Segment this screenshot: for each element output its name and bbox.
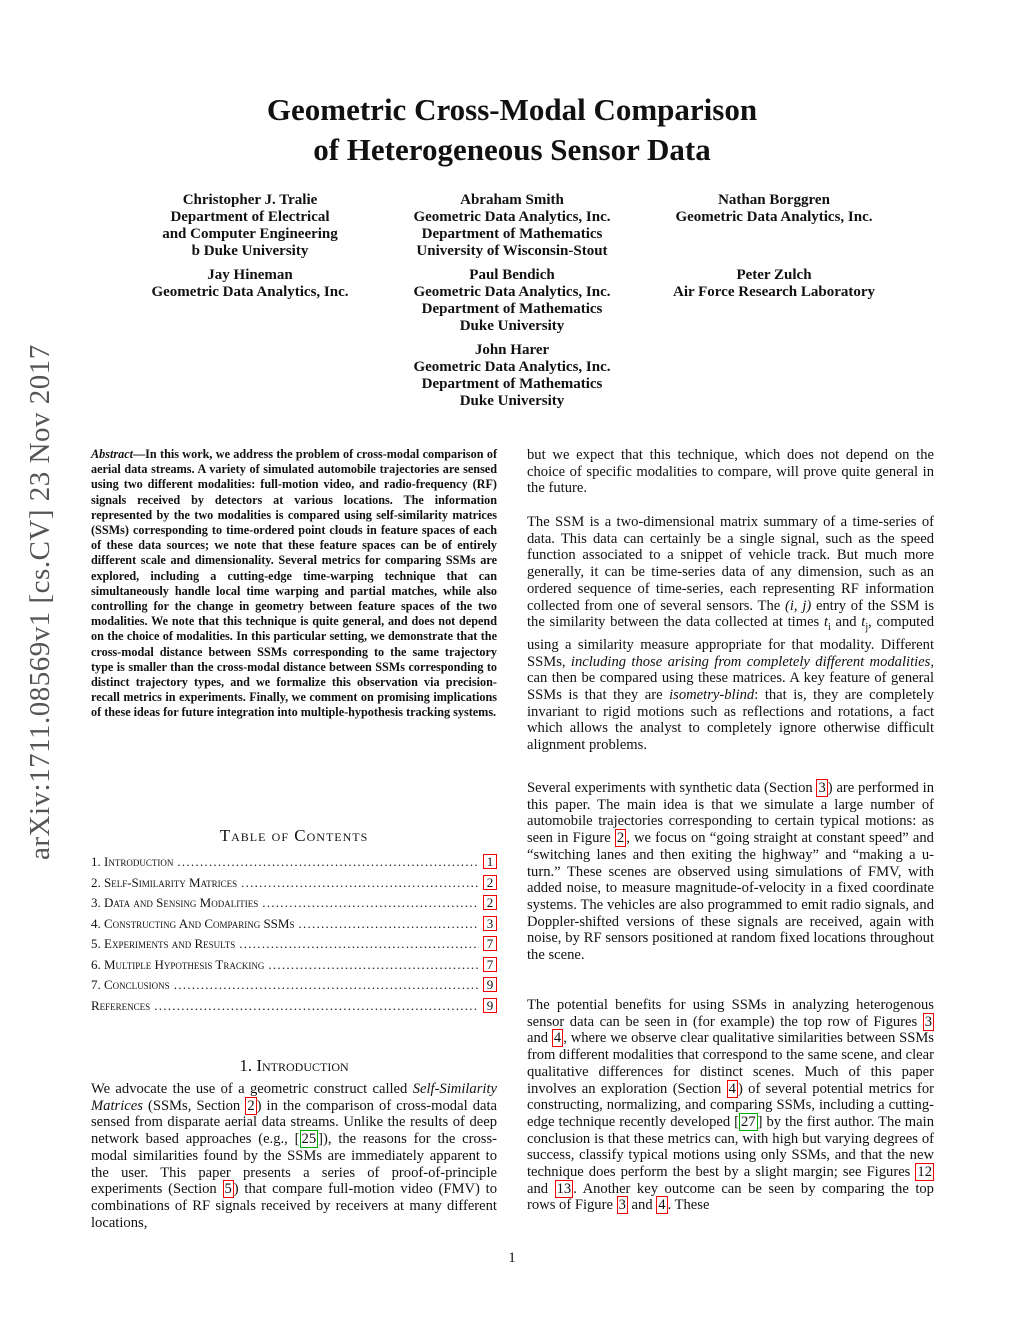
toc-page-link[interactable]: 2 [483,895,497,910]
figure-link[interactable]: 4 [658,1197,666,1214]
right-paragraph-3: Several experiments with synthetic data (Section 3 ) are performed in this paper. The main idea is that we simulate a large number of automobile trajectories corresponding to certain typical motions: as seen in Figure 2 , we focus on “going straight at constant speed” and “switching lanes and then exiting the highway” and “making a u-turn.” These scenes are observed using simulations of FMV, with added noise, to measure magnitude-of-velocity in a fixed coordinate systems. The vehicles are also programmed to emit radio signals, and Doppler-shifted versions of these signals are received, again with noise, by RF sensors positioned at random fixed locations throughout the scene. [527,780,934,964]
affiliation-line: Department of Mathematics [421,301,603,317]
right-paragraph-4: The potential benefits for using SSMs in analyzing heterogenous sensor data can be seen in (for example) the top row of Figures 3 and 4 , where we observe clear qualitative similarities between SSMs from different modalities that correspond to the same scene, and clear qualitative differences for distinct scenes. Much of this paper involves an exploration (Section 4 ) of several potential metrics for constructing, normalizing, and comparing SSMs, including a cutting-edge technique recently developed [ 27 ] by the first author. The main conclusion is that these metrics can, with high but varying degrees of success, classify typical motions using only SSMs, and that the new technique does perform the best by a slight margin; see Figures 12 and 13 . Another key outcome can be seen by comparing the top rows of Figure 3 and 4 . These [527,997,934,1214]
intro-paragraph: We advocate the use of a geometric construct called Self-Similarity Matrices (SSMs, Section 2 ) in the comparison of cross-modal data sensed from disparate aerial data streams. Unlike the results of deep network based approaches (e.g., [ 25 ]), the reasons for the cross-modal similarities found by the SSMs are immediately apparent to the user. This paper presents a series of proof-of-principle experiments (Section 5 ) that compare full-motion video (FMV) to combinations of RF signals received by receivers at many different locations, [91,1081,498,1231]
toc-entry-label: 6. Multiple Hypothesis Tracking [91,956,265,972]
section-link[interactable]: 2 [247,1097,255,1114]
toc-page-link[interactable]: 2 [483,875,497,890]
toc-entry[interactable] [91,875,497,896]
author-name: Nathan Borggren [718,192,830,208]
toc-entry-label: References [91,997,151,1013]
toc-entry[interactable] [91,916,497,937]
title-line-2: of Heterogeneous Sensor Data [313,132,711,167]
toc-entry[interactable] [91,977,497,998]
toc-leader-dots [174,977,479,993]
toc-leader-dots [268,957,479,973]
toc-page-link[interactable]: 9 [483,977,497,992]
figure-link[interactable]: 3 [618,1197,626,1214]
author-affiliation [644,267,904,301]
author-affiliation [120,192,380,260]
figure-link[interactable]: 4 [553,1030,562,1047]
toc-page-link[interactable]: 9 [483,998,497,1013]
toc-leader-dots [241,875,479,891]
affiliation-line: Air Force Research Laboratory [672,284,876,300]
author-name: Jay Hineman [207,267,293,283]
author-affiliation [120,267,380,301]
affiliation-line: Duke University [459,393,565,409]
author-name: John Harer [474,342,550,358]
table-of-contents [91,854,497,1018]
author-name: Peter Zulch [736,267,812,283]
toc-leader-dots [154,998,479,1014]
author-name: Abraham Smith [460,192,564,208]
arxiv-stamp: arXiv:1711.08569v1 [cs.CV] 23 Nov 2017 [24,344,56,860]
affiliation-line: Geometric Data Analytics, Inc. [151,284,349,300]
affiliation-line: Department of Electrical [170,209,330,225]
affiliation-line: Department of Mathematics [421,226,603,242]
section-link[interactable]: 4 [728,1080,736,1097]
right-paragraph-2: The SSM is a two-dimensional matrix summary of a time-series of data. This data can certainly be a single signal, such as the speed function associated to a snippet of vehicle track. But much more generally, it can be time-series data of any dimension, such as an ordered sequence of time-series, each representing RF information collected from one of several sensors. The (i, j) entry of the SSM is the similarity between the data collected at times $t_i$ and $t_j$, computed using a similarity measure appropriate for that modality. Different SSMs, including those arising from completely different modalities, can then be compared using these matrices. A key feature of general SSMs is that they are isometry-blind: that is, they are completely invariant to rigid motions such as reflections and rotations, a fact which allows the analyst to completely ignore otherwise difficult alignment problems. [527,514,934,754]
toc-entry-label: 3. Data and Sensing Modalities [91,895,259,910]
toc-page-link[interactable]: 7 [483,936,497,951]
toc-leader-dots [239,936,479,952]
toc-title: Table of Contents [219,826,369,845]
toc-entry-label: 4. Constructing And Comparing SSMs [91,915,295,931]
author-name: Paul Bendich [469,267,555,283]
toc-entry[interactable] [91,936,497,957]
toc-entry[interactable] [91,998,497,1019]
figure-link[interactable]: 12 [917,1164,932,1181]
toc-leader-dots [177,854,479,870]
toc-entry-label: 5. Experiments and Results [91,936,236,951]
affiliation-line: Department of Mathematics [421,376,603,392]
figure-link[interactable]: 2 [616,830,625,847]
abstract-label: Abstract [91,447,133,461]
section-link[interactable]: 5 [224,1181,232,1198]
abstract-text: —In this work, we address the problem of cross-modal comparison of aerial data streams. A variety of simulated automobile trajectories are sensed using two different modalities: full-motion video, and radio-frequency (RF) signals received by detectors at various locations. The information represented by the two modalities is compared using self-similarity matrices (SSMs) corresponding to time-ordered point clouds in feature spaces of each of these data sources; we note that these feature spaces can be of entirely different scale and dimensionality. Several metrics for comparing SSMs are explored, including a cutting-edge time-warping technique that can simultaneously handle local time warping and partial matches, while also controlling for the change in geometry between feature spaces of the two modalities. We note that this technique is quite general, and does not depend on the choice of modalities. In this particular setting, we demonstrate that the cross-modal distance between SSMs corresponding to the same trajectory type is smaller than the cross-modal distance between SSMs corresponding to distinct trajectory types, and we formalize this observation via precision-recall metrics in experiments. Finally, we comment on promising implications of these ideas for future integration into multiple-hypothesis tracking systems. [91,447,497,720]
affiliation-line: Geometric Data Analytics, Inc. [675,209,873,225]
right-paragraph-1: but we expect that this technique, which does not depend on the choice of specific modalities to compare, will prove quite general in the future. [527,447,934,497]
affiliation-line: Geometric Data Analytics, Inc. [413,209,611,225]
citation-link[interactable]: 27 [741,1113,756,1130]
author-name: Christopher J. Tralie [182,192,318,208]
author-affiliation [380,267,644,335]
figure-link[interactable]: 3 [924,1013,932,1030]
paper-title [0,90,1024,170]
toc-entry[interactable] [91,895,497,916]
toc-page-link[interactable]: 1 [483,854,497,869]
author-affiliation [644,192,904,226]
affiliation-line: Duke University [459,318,565,334]
toc-leader-dots [262,895,479,911]
affiliation-line: b Duke University [191,243,309,259]
author-affiliation [380,192,644,260]
toc-page-link[interactable]: 3 [483,916,497,931]
citation-link[interactable]: 25 [301,1131,317,1148]
toc-entry-label: 7. Conclusions [91,977,170,992]
page-number: 1 [508,1250,516,1266]
section-link[interactable]: 3 [818,780,826,796]
affiliation-line: Geometric Data Analytics, Inc. [413,359,611,375]
title-line-1: Geometric Cross-Modal Comparison [266,92,758,127]
affiliation-line: and Computer Engineering [162,226,338,242]
abstract [91,447,497,721]
toc-entry[interactable] [91,854,497,875]
toc-entry-label: 2. Self-Similarity Matrices [91,874,238,890]
affiliation-line: University of Wisconsin-Stout [416,243,608,259]
author-affiliation [380,342,644,410]
toc-entry[interactable] [91,957,497,978]
intro-heading: 1. Introduction [239,1056,349,1075]
toc-page-link[interactable]: 7 [483,957,497,972]
affiliation-line: Geometric Data Analytics, Inc. [413,284,611,300]
toc-leader-dots [298,916,479,932]
figure-link[interactable]: 13 [556,1180,572,1197]
toc-entry-label: 1. Introduction [91,854,174,869]
